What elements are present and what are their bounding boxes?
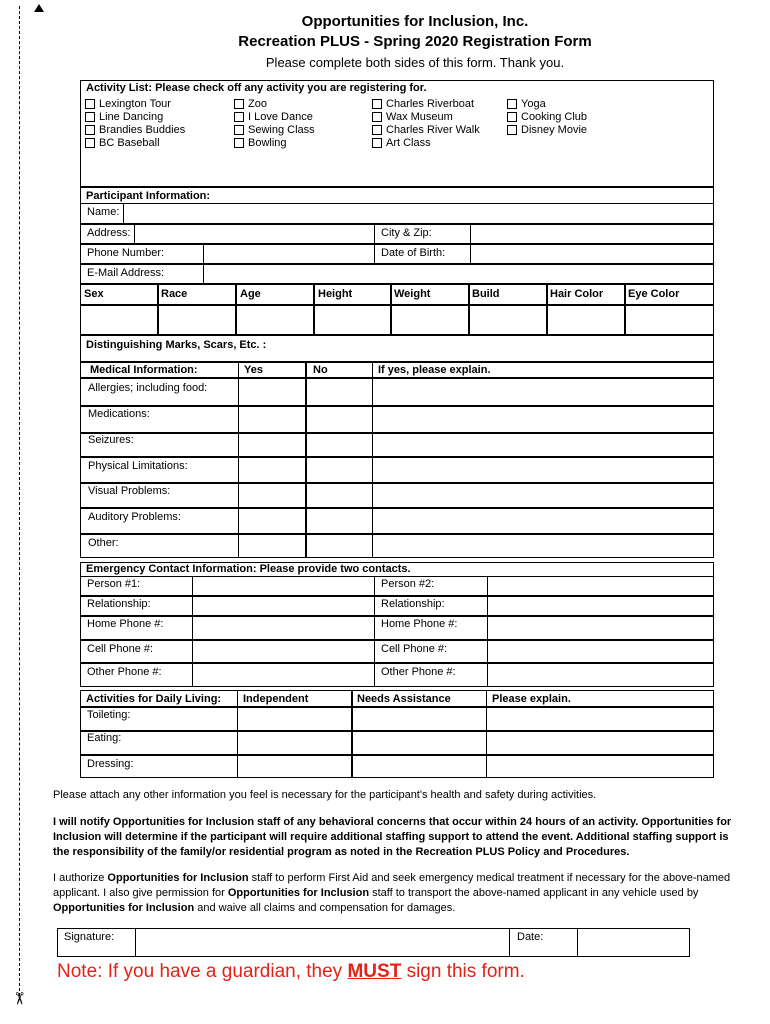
- attr-eye-field[interactable]: [625, 305, 714, 335]
- person1-field[interactable]: [192, 576, 375, 596]
- emergency-heading: Emergency Contact Information: Please provide two contacts.: [86, 563, 411, 575]
- home-phone1-label: Home Phone #:: [87, 618, 164, 630]
- cell-phone1-label: Cell Phone #:: [87, 643, 154, 655]
- eating-label: Eating:: [87, 732, 122, 744]
- scissors-icon: ✂: [8, 991, 29, 1006]
- relationship1-field[interactable]: [192, 596, 375, 616]
- marks-label: Distinguishing Marks, Scars, Etc. :: [86, 339, 267, 351]
- signature-label: Signature:: [64, 931, 115, 943]
- attr-weight-field[interactable]: [391, 305, 469, 335]
- attr-age-field[interactable]: [236, 305, 314, 335]
- attr-sex-label: Sex: [84, 288, 104, 300]
- med-auditory-label: Auditory Problems:: [88, 511, 181, 523]
- med-visual-label: Visual Problems:: [88, 485, 171, 497]
- participant-heading: Participant Information:: [86, 190, 211, 202]
- attr-eye-label: Eye Color: [628, 288, 680, 300]
- med-col-yes-line: [238, 378, 306, 558]
- med-medications-label: Medications:: [88, 408, 150, 420]
- activity-checkbox[interactable]: Lexington Tour: [85, 97, 171, 110]
- dressing-label: Dressing:: [87, 758, 134, 770]
- authorize-paragraph: I authorize Opportunities for Inclusion staff to perform First Aid and seek emergency medical treatment if necessary for the above-named applicant. I also give permission for Opportunities for Inclusion staff to transport the above-named applicant in any vehicle used by Opportunities for Inclusion and waive all claims and compensation for damages.: [53, 872, 731, 914]
- daily-explain-label: Please explain.: [492, 693, 571, 705]
- name-field[interactable]: [123, 203, 714, 224]
- other-phone1-label: Other Phone #:: [87, 666, 162, 678]
- other-phone2-label: Other Phone #:: [381, 666, 456, 678]
- person2-field[interactable]: [487, 576, 714, 596]
- dob-label: Date of Birth:: [381, 247, 446, 259]
- med-physical-label: Physical Limitations:: [88, 460, 188, 472]
- med-col-no-line: [306, 378, 373, 558]
- person2-label: Person #2:: [381, 578, 435, 590]
- med-allergies-label: Allergies; including food:: [88, 382, 208, 394]
- activity-checkbox[interactable]: Wax Museum: [372, 110, 453, 123]
- form-title: Recreation PLUS - Spring 2020 Registration Form: [238, 33, 592, 50]
- home-phone2-field[interactable]: [487, 616, 714, 640]
- other-phone2-field[interactable]: [487, 663, 714, 687]
- activity-checkbox[interactable]: Brandies Buddies: [85, 123, 185, 136]
- phone-field[interactable]: [203, 244, 375, 264]
- arrow-up-icon: [34, 4, 44, 12]
- form-instruction: Please complete both sides of this form. Thank you.: [265, 55, 565, 70]
- medical-no-label: No: [313, 364, 328, 376]
- daily-assistance-label: Needs Assistance: [357, 693, 451, 705]
- activity-checkbox[interactable]: Yoga: [507, 97, 546, 110]
- city-zip-field[interactable]: [470, 224, 714, 244]
- toileting-label: Toileting:: [87, 709, 131, 721]
- med-seizures-label: Seizures:: [88, 434, 134, 446]
- home-phone2-label: Home Phone #:: [381, 618, 458, 630]
- cell-phone2-field[interactable]: [487, 640, 714, 663]
- attr-hair-field[interactable]: [547, 305, 625, 335]
- med-row[interactable]: [80, 534, 714, 558]
- attr-age-label: Age: [240, 288, 261, 300]
- med-row[interactable]: [80, 406, 714, 433]
- other-phone1-field[interactable]: [192, 663, 375, 687]
- med-other-label: Other:: [88, 537, 119, 549]
- org-title: Opportunities for Inclusion, Inc.: [301, 13, 529, 30]
- name-label: Name:: [87, 206, 120, 218]
- attr-race-field[interactable]: [158, 305, 236, 335]
- activity-checkbox[interactable]: Art Class: [372, 136, 431, 149]
- email-field[interactable]: [203, 264, 714, 284]
- attr-weight-label: Weight: [394, 288, 431, 300]
- phone-label: Phone Number:: [87, 247, 165, 259]
- relationship2-field[interactable]: [487, 596, 714, 616]
- signature-field[interactable]: [135, 928, 510, 957]
- cut-line: [19, 6, 20, 996]
- city-zip-label: City & Zip:: [381, 227, 432, 239]
- cell-phone1-field[interactable]: [192, 640, 375, 663]
- relationship1-label: Relationship:: [87, 598, 151, 610]
- medical-explain-label: If yes, please explain.: [378, 364, 491, 376]
- activity-checkbox[interactable]: Cooking Club: [507, 110, 587, 123]
- attr-height-label: Height: [318, 288, 353, 300]
- cell-phone2-label: Cell Phone #:: [381, 643, 448, 655]
- activity-checkbox[interactable]: Disney Movie: [507, 123, 587, 136]
- email-label: E-Mail Address:: [87, 267, 165, 279]
- daily-heading: Activities for Daily Living:: [86, 693, 222, 705]
- attach-note: Please attach any other information you feel is necessary for the participant's health and safety during activities.: [53, 789, 597, 801]
- notify-paragraph: I will notify Opportunities for Inclusion staff of any behavioral concerns that occur within 24 hours of an activity. Opportunities for Inclusion will determine if the participant will require additional staffing support to attend the event. Additional staffing support is the responsibility of the family/or residential program as noted in the Recreation PLUS Policy and Procedures.: [53, 816, 732, 858]
- dob-field[interactable]: [470, 244, 714, 264]
- med-row[interactable]: [80, 483, 714, 508]
- person1-label: Person #1:: [87, 578, 141, 590]
- attr-sex-field[interactable]: [80, 305, 158, 335]
- attr-height-field[interactable]: [314, 305, 391, 335]
- activity-checkbox[interactable]: I Love Dance: [234, 110, 313, 123]
- activity-checkbox[interactable]: Zoo: [234, 97, 267, 110]
- activity-checkbox[interactable]: Charles Riverboat: [372, 97, 474, 110]
- date-field[interactable]: [577, 928, 690, 957]
- attr-race-label: Race: [161, 288, 188, 300]
- med-row[interactable]: [80, 433, 714, 457]
- activity-checkbox[interactable]: Bowling: [234, 136, 287, 149]
- home-phone1-field[interactable]: [192, 616, 375, 640]
- date-label: Date:: [517, 931, 544, 943]
- activity-checkbox[interactable]: Sewing Class: [234, 123, 315, 136]
- attr-build-label: Build: [472, 288, 500, 300]
- medical-yes-label: Yes: [244, 364, 263, 376]
- medical-heading: Medical Information:: [90, 364, 198, 376]
- activity-checkbox[interactable]: BC Baseball: [85, 136, 160, 149]
- address-label: Address:: [87, 227, 131, 239]
- guardian-note: Note: If you have a guardian, they MUST sign this form.: [57, 961, 525, 982]
- activity-heading: Activity List: Please check off any activity you are registering for.: [86, 82, 427, 94]
- relationship2-label: Relationship:: [381, 598, 445, 610]
- activity-checkbox[interactable]: Line Dancing: [85, 110, 163, 123]
- address-field[interactable]: [134, 224, 375, 244]
- attr-build-field[interactable]: [469, 305, 547, 335]
- activity-checkbox[interactable]: Charles River Walk: [372, 123, 480, 136]
- attr-hair-label: Hair Color: [550, 288, 604, 300]
- daily-independent-label: Independent: [243, 693, 309, 705]
